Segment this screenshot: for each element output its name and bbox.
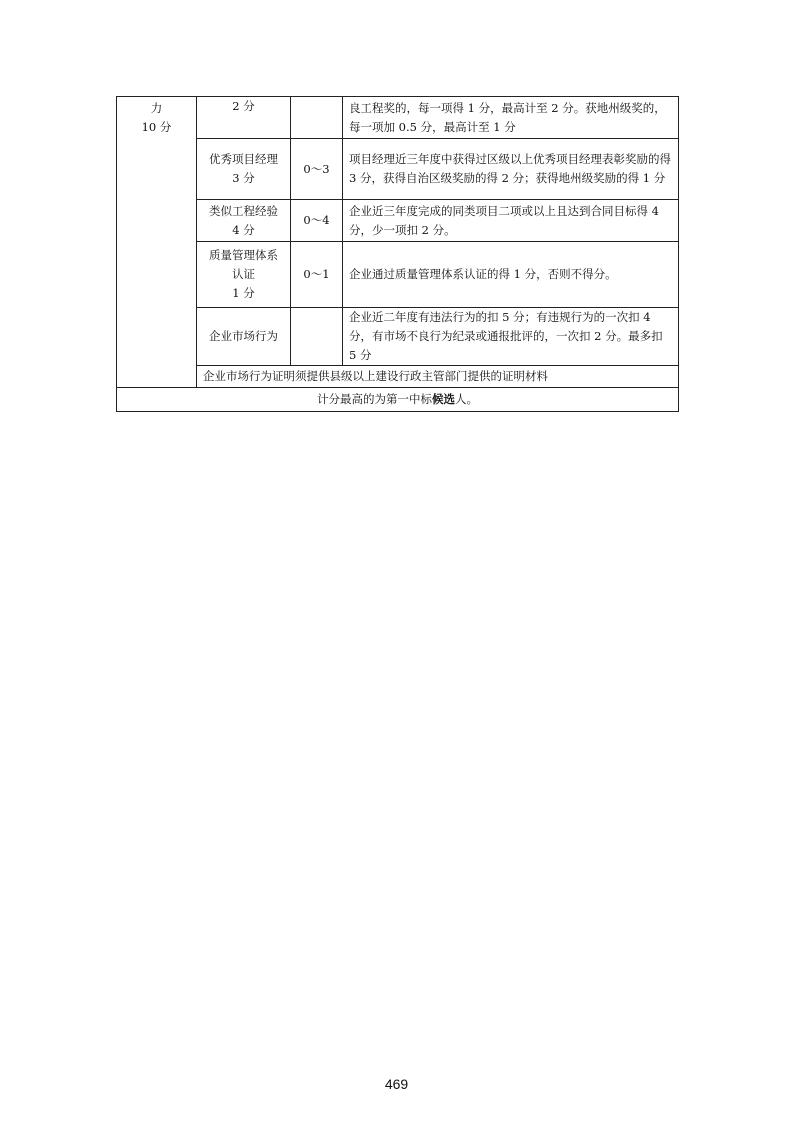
item-label: 质量管理体系 [209, 248, 278, 262]
table-row [117, 242, 679, 308]
range-cell: 0～4 [291, 200, 343, 242]
table-row [117, 200, 679, 242]
table-row [117, 366, 679, 388]
item-cell [197, 139, 291, 200]
footer-emphasis: 候选 [432, 392, 455, 406]
range-cell [291, 308, 343, 366]
item-cell [197, 97, 291, 139]
item-label: 优秀项目经理 [209, 152, 278, 166]
table-row [117, 308, 679, 366]
item-points: 3 分 [232, 171, 255, 185]
range-cell: 0～3 [291, 139, 343, 200]
table-row [117, 97, 679, 139]
item-cell [197, 200, 291, 242]
range-cell [291, 97, 343, 139]
category-points: 10 分 [141, 120, 172, 134]
table-footer-row [117, 388, 679, 412]
footer-suffix: 人。 [455, 392, 478, 406]
page-number: 469 [384, 1076, 409, 1092]
item-points: 1 分 [232, 286, 255, 300]
footer-cell [117, 388, 679, 412]
item-cell [197, 308, 291, 366]
item-label-cont: 认证 [232, 267, 255, 281]
description-cell: 企业近三年度完成的同类项目二项或以上且达到合同目标得 4 分，少一项扣 2 分。 [343, 200, 679, 242]
range-cell: 0～1 [291, 242, 343, 308]
footer-text: 计分最高的为第一中标 [317, 392, 432, 406]
description-cell: 企业通过质量管理体系认证的得 1 分，否则不得分。 [343, 242, 679, 308]
description-cell: 良工程奖的，每一项得 1 分，最高计至 2 分。获地州级奖的，每一项加 0.5 分，最高计至 1 分 [343, 97, 679, 139]
category-name: 力 [150, 101, 163, 115]
description-cell: 项目经理近三年度中获得过区级以上优秀项目经理表彰奖励的得 3 分，获得自治区级奖励的得 2 分；获得地州级奖励的得 1 分 [343, 139, 679, 200]
scoring-table [116, 96, 679, 412]
note-cell: 企业市场行为证明须提供县级以上建设行政主管部门提供的证明材料 [197, 366, 679, 388]
description-cell: 企业近二年度有违法行为的扣 5 分；有违规行为的一次扣 4 分，有市场不良行为纪录或通报批评的，一次扣 2 分。最多扣 5 分 [343, 308, 679, 366]
item-cell [197, 242, 291, 308]
item-label: 企业市场行为 [209, 329, 278, 343]
category-cell [117, 97, 197, 388]
table-row [117, 139, 679, 200]
item-label: 类似工程经验 [209, 203, 278, 218]
item-points: 4 分 [232, 222, 255, 237]
item-label: 2 分 [232, 99, 255, 113]
